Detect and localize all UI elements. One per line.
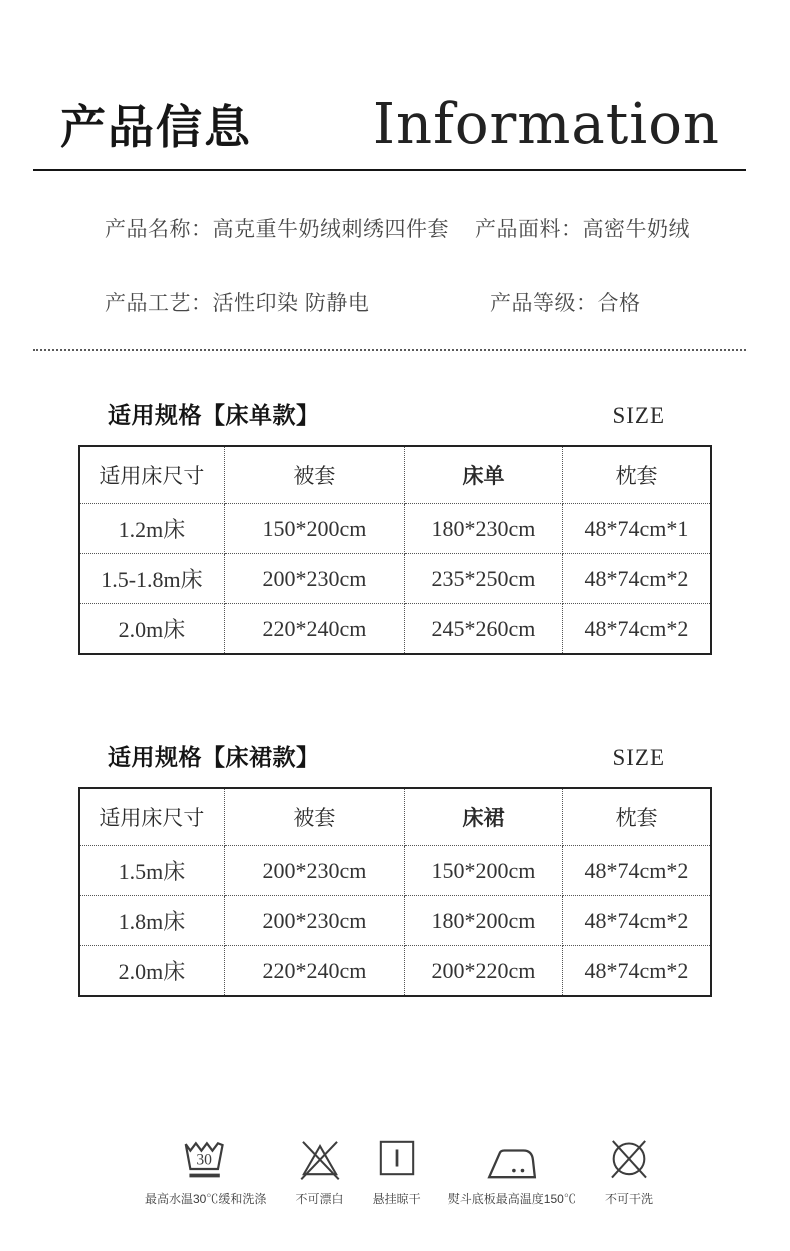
column-header-pillowcase: 枕套	[562, 788, 711, 846]
size-label: SIZE	[612, 744, 665, 770]
section-title-sheet: 适用规格【床单款】	[108, 401, 320, 428]
product-grade-value: 合格	[597, 291, 641, 315]
section-heading-row	[108, 397, 665, 430]
cell-bed-skirt: 200*220cm	[404, 946, 562, 996]
product-info-row	[105, 287, 730, 317]
cell-bed-skirt: 150*200cm	[404, 846, 562, 896]
no-bleach-icon	[294, 1135, 346, 1181]
page-title-english: Information	[372, 92, 720, 157]
page-title-chinese: 产品信息	[60, 100, 252, 153]
size-label: SIZE	[612, 402, 665, 428]
table-row	[79, 504, 711, 554]
no-dry-clean-icon	[603, 1135, 655, 1181]
product-fabric-label: 产品面料：	[475, 217, 583, 241]
care-label: 最高水温30℃缓和洗涤	[145, 1191, 267, 1206]
cell-duvet-cover: 220*240cm	[224, 946, 404, 996]
cell-pillowcase: 48*74cm*2	[562, 554, 711, 604]
product-name-label: 产品名称：	[105, 217, 213, 241]
size-table-skirt	[78, 787, 712, 997]
size-section-sheet	[0, 397, 790, 655]
column-header-pillowcase: 枕套	[562, 446, 711, 504]
hang-dry-icon	[374, 1135, 420, 1181]
care-item-iron	[448, 1141, 576, 1207]
cell-bed-sheet: 180*230cm	[404, 504, 562, 554]
care-item-no-bleach	[294, 1135, 346, 1207]
care-item-hang-dry	[373, 1135, 421, 1207]
column-header-bed-skirt: 床裙	[404, 788, 562, 846]
product-craft-field	[105, 287, 475, 317]
care-label: 熨斗底板最高温度150℃	[447, 1191, 576, 1206]
column-header-bed-sheet: 床单	[404, 446, 562, 504]
product-name-field	[105, 213, 475, 243]
column-header-duvet-cover: 被套	[224, 788, 404, 846]
size-section-skirt	[0, 739, 790, 997]
cell-bed-sheet: 245*260cm	[404, 604, 562, 654]
cell-pillowcase: 48*74cm*2	[562, 846, 711, 896]
cell-bed-size: 1.5-1.8m床	[79, 554, 224, 604]
size-table-sheet	[78, 445, 712, 655]
table-row	[79, 896, 711, 946]
table-row	[79, 846, 711, 896]
cell-bed-size: 1.2m床	[79, 504, 224, 554]
product-craft-value: 活性印染 防静电	[212, 291, 370, 315]
cell-bed-skirt: 180*200cm	[404, 896, 562, 946]
care-item-no-dry-clean	[603, 1135, 655, 1207]
table-header-row	[79, 788, 711, 846]
cell-pillowcase: 48*74cm*2	[562, 946, 711, 996]
care-label: 不可漂白	[295, 1191, 344, 1206]
cell-bed-sheet: 235*250cm	[404, 554, 562, 604]
table-row	[79, 946, 711, 996]
table-header-row	[79, 446, 711, 504]
cell-duvet-cover: 220*240cm	[224, 604, 404, 654]
product-info-row	[105, 213, 730, 243]
cell-bed-size: 1.8m床	[79, 896, 224, 946]
care-instructions-row	[145, 1135, 655, 1207]
care-label: 不可干洗	[604, 1191, 653, 1206]
cell-pillowcase: 48*74cm*2	[562, 604, 711, 654]
header-divider	[33, 169, 746, 171]
table-row	[79, 554, 711, 604]
care-item-wash	[145, 1135, 266, 1207]
section-divider	[33, 349, 746, 351]
product-info-section	[105, 213, 730, 317]
column-header-duvet-cover: 被套	[224, 446, 404, 504]
product-grade-field	[490, 287, 641, 317]
cell-bed-size: 1.5m床	[79, 846, 224, 896]
product-fabric-value: 高密牛奶绒	[582, 217, 690, 241]
product-name-value: 高克重牛奶绒刺绣四件套	[212, 217, 449, 241]
cell-pillowcase: 48*74cm*2	[562, 896, 711, 946]
product-grade-label: 产品等级：	[490, 291, 598, 315]
section-heading-row	[108, 739, 665, 772]
care-label: 悬挂晾干	[372, 1191, 421, 1206]
page-header	[0, 0, 790, 155]
column-header-bed-size: 适用床尺寸	[79, 788, 224, 846]
product-fabric-field	[475, 213, 690, 243]
cell-duvet-cover: 150*200cm	[224, 504, 404, 554]
cell-duvet-cover: 200*230cm	[224, 846, 404, 896]
svg-text:30: 30	[196, 1151, 212, 1169]
table-row	[79, 604, 711, 654]
section-title-skirt: 适用规格【床裙款】	[108, 743, 320, 770]
product-craft-label: 产品工艺：	[105, 291, 213, 315]
cell-bed-size: 2.0m床	[79, 946, 224, 996]
wash-30-icon	[178, 1135, 234, 1181]
iron-150-icon	[481, 1141, 543, 1181]
cell-bed-size: 2.0m床	[79, 604, 224, 654]
cell-duvet-cover: 200*230cm	[224, 896, 404, 946]
column-header-bed-size: 适用床尺寸	[79, 446, 224, 504]
cell-pillowcase: 48*74cm*1	[562, 504, 711, 554]
cell-duvet-cover: 200*230cm	[224, 554, 404, 604]
